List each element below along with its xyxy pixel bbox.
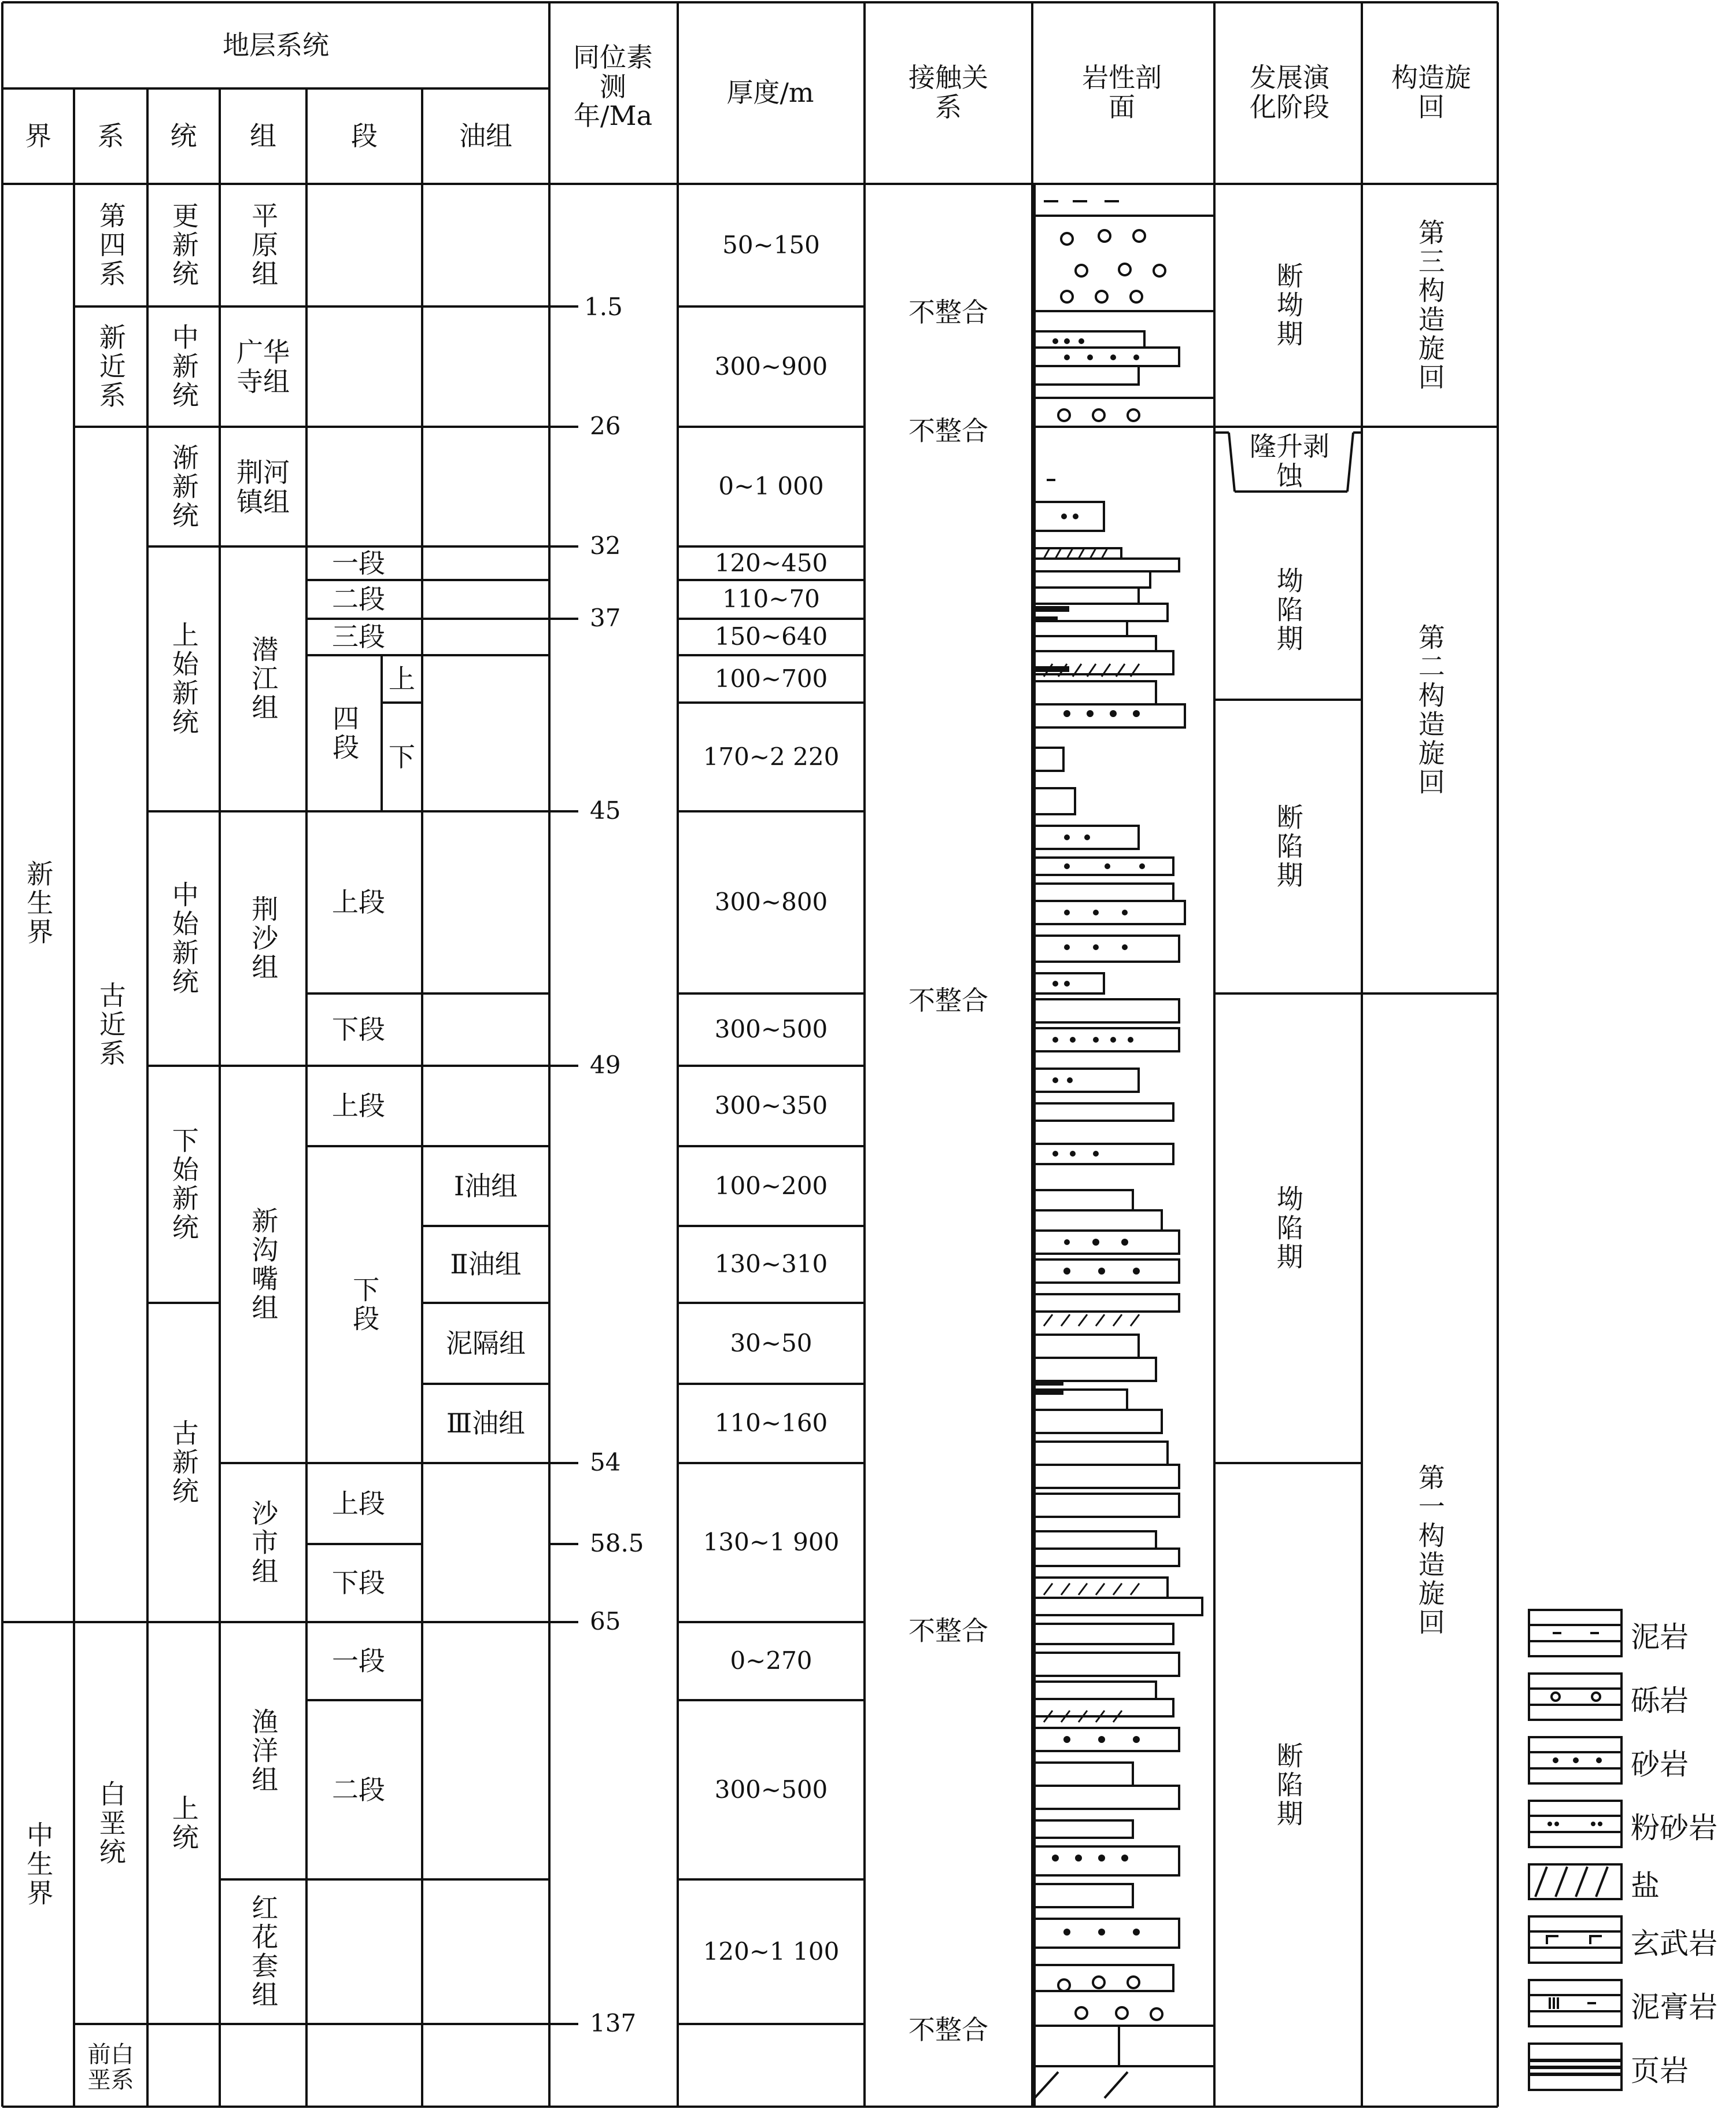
age-label: 54 [590, 1448, 621, 1476]
legend-basalt: 玄武岩 [1631, 1927, 1717, 1960]
formation-shashi: 沙市组 [248, 1499, 279, 1586]
oil-group-3: Ⅲ油组 [446, 1408, 526, 1439]
series-oligocene: 渐新统 [168, 443, 200, 530]
member-4-upper: 上 [389, 663, 415, 695]
contact-unconformity: 不整合 [908, 1615, 988, 1646]
age-label: 137 [590, 2009, 637, 2037]
age-label: 58.5 [590, 1529, 644, 1557]
system-pre-cretaceous: 前白垩系 [87, 2041, 134, 2093]
thickness-cell: 170~2 220 [703, 742, 840, 771]
header-contact: 接触关系 [908, 62, 988, 123]
series-middle-eocene: 中始新统 [168, 881, 200, 996]
era-mesozoic: 中生界 [23, 1821, 54, 1908]
header-stratigraphy: 地层系统 [223, 29, 329, 61]
header-isotope-age: 同位素测年/Ma [573, 42, 653, 132]
system-cretaceous: 白垩统 [95, 1779, 127, 1867]
member-jingsha-lower: 下段 [332, 1014, 385, 1046]
formation-honghuatao: 红花套组 [248, 1894, 279, 2010]
stage-depression: 坳陷期 [1272, 1185, 1304, 1272]
formation-yuyang: 渔洋组 [248, 1707, 279, 1794]
legend-siltstone: 粉砂岩 [1631, 1811, 1717, 1845]
header-cycle: 构造旋回 [1391, 62, 1471, 123]
age-label: 45 [590, 796, 621, 825]
stage-rift: 断陷期 [1272, 803, 1304, 890]
stage-uplift-erosion: 隆升剥蚀 [1250, 431, 1329, 492]
header-lithology: 岩性剖面 [1082, 62, 1162, 123]
thickness-cell: 120~1 100 [703, 1937, 840, 1966]
cycle-third: 第三构造旋回 [1414, 219, 1446, 392]
thickness-cell: 300~350 [714, 1091, 828, 1120]
oil-group-1: Ⅰ油组 [453, 1170, 518, 1202]
thickness-cell: 300~900 [714, 352, 828, 381]
age-label: 1.5 [584, 293, 623, 321]
series-miocene: 中新统 [168, 323, 200, 410]
legend-conglomerate: 砾岩 [1631, 1684, 1689, 1718]
formation-jinghezhen: 荆河镇组 [237, 456, 290, 518]
stage-depression: 坳陷期 [1272, 567, 1304, 653]
thickness-cell: 120~450 [714, 548, 828, 577]
member-shashi-lower: 下段 [332, 1567, 385, 1599]
series-upper: 上统 [168, 1794, 200, 1852]
member-4-lower: 下 [389, 741, 415, 773]
age-label: 26 [590, 412, 621, 440]
header-thickness: 厚度/m [726, 76, 814, 108]
cycle-second: 第二构造旋回 [1414, 623, 1446, 797]
cycle-first: 第一构造旋回 [1414, 1463, 1446, 1637]
age-label: 65 [590, 1607, 621, 1635]
series-paleocene: 古新统 [168, 1419, 200, 1506]
header-formation: 组 [250, 120, 276, 152]
formation-jingsha: 荆沙组 [248, 895, 279, 982]
lithology-column [1032, 184, 1214, 2107]
stage-rift: 断陷期 [1272, 1741, 1304, 1829]
formation-qianjiang: 潜江组 [248, 636, 279, 722]
system-neogene: 新近系 [95, 323, 127, 410]
member-xgz-lower: 下段 [349, 1276, 381, 1334]
series-upper-eocene: 上始新统 [168, 621, 200, 737]
legend-mudstone: 泥岩 [1631, 1620, 1689, 1654]
thickness-cell: 50~150 [722, 230, 820, 259]
header-stage: 发展演化阶段 [1250, 62, 1329, 123]
system-quaternary: 第四系 [95, 202, 127, 289]
thickness-cell: 110~70 [722, 585, 820, 614]
thickness-cell: 100~700 [714, 664, 828, 693]
oil-group-2: Ⅱ油组 [450, 1249, 522, 1280]
series-pleistocene: 更新统 [168, 202, 200, 289]
member-xgz-upper: 上段 [332, 1090, 385, 1122]
header-era: 界 [25, 120, 51, 152]
thickness-cell: 130~1 900 [703, 1528, 840, 1557]
age-label: 37 [590, 604, 621, 632]
member-jingsha-upper: 上段 [332, 887, 385, 918]
thickness-cell: 300~500 [714, 1015, 828, 1044]
member-yuyang-2: 二段 [332, 1774, 385, 1805]
stage-fault-depression: 断坳期 [1272, 262, 1304, 349]
member-4: 四段 [328, 704, 360, 762]
header-member: 段 [351, 120, 378, 152]
member-yuyang-1: 一段 [332, 1645, 385, 1677]
legend-gypsum-mudstone: 泥膏岩 [1631, 1990, 1717, 2024]
member-3: 三段 [332, 621, 385, 653]
member-2: 二段 [332, 583, 385, 615]
oil-group-mud: 泥隔组 [446, 1327, 526, 1359]
legend-swatches [1527, 1608, 1625, 2105]
contact-unconformity: 不整合 [908, 2014, 988, 2045]
era-cenozoic: 新生界 [23, 859, 54, 947]
thickness-cell: 100~200 [714, 1171, 828, 1200]
system-paleogene: 古近系 [95, 981, 127, 1068]
thickness-cell: 0~270 [730, 1646, 812, 1675]
header-series: 统 [170, 120, 197, 152]
thickness-cell: 0~1 000 [718, 472, 824, 501]
formation-pingyuan: 平原组 [248, 202, 279, 289]
series-lower-eocene: 下始新统 [168, 1126, 200, 1242]
header-oil-group: 油组 [459, 120, 512, 152]
legend-shale: 页岩 [1631, 2054, 1689, 2088]
contact-unconformity: 不整合 [908, 296, 988, 328]
thickness-cell: 110~160 [714, 1409, 828, 1438]
header-system: 系 [97, 120, 124, 152]
contact-unconformity: 不整合 [908, 984, 988, 1016]
thickness-cell: 30~50 [730, 1328, 812, 1357]
thickness-cell: 300~500 [714, 1775, 828, 1804]
member-shashi-upper: 上段 [332, 1487, 385, 1519]
legend-salt: 盐 [1631, 1869, 1660, 1903]
legend-sandstone: 砂岩 [1631, 1748, 1689, 1781]
age-label: 32 [590, 531, 621, 560]
formation-guanghuasi: 广华寺组 [237, 337, 290, 397]
member-1: 一段 [332, 547, 385, 579]
thickness-cell: 130~310 [714, 1250, 828, 1279]
contact-unconformity: 不整合 [908, 415, 988, 446]
thickness-cell: 150~640 [714, 622, 828, 651]
thickness-cell: 300~800 [714, 888, 828, 917]
formation-xingouzui: 新沟嘴组 [248, 1206, 279, 1323]
age-label: 49 [590, 1051, 621, 1079]
